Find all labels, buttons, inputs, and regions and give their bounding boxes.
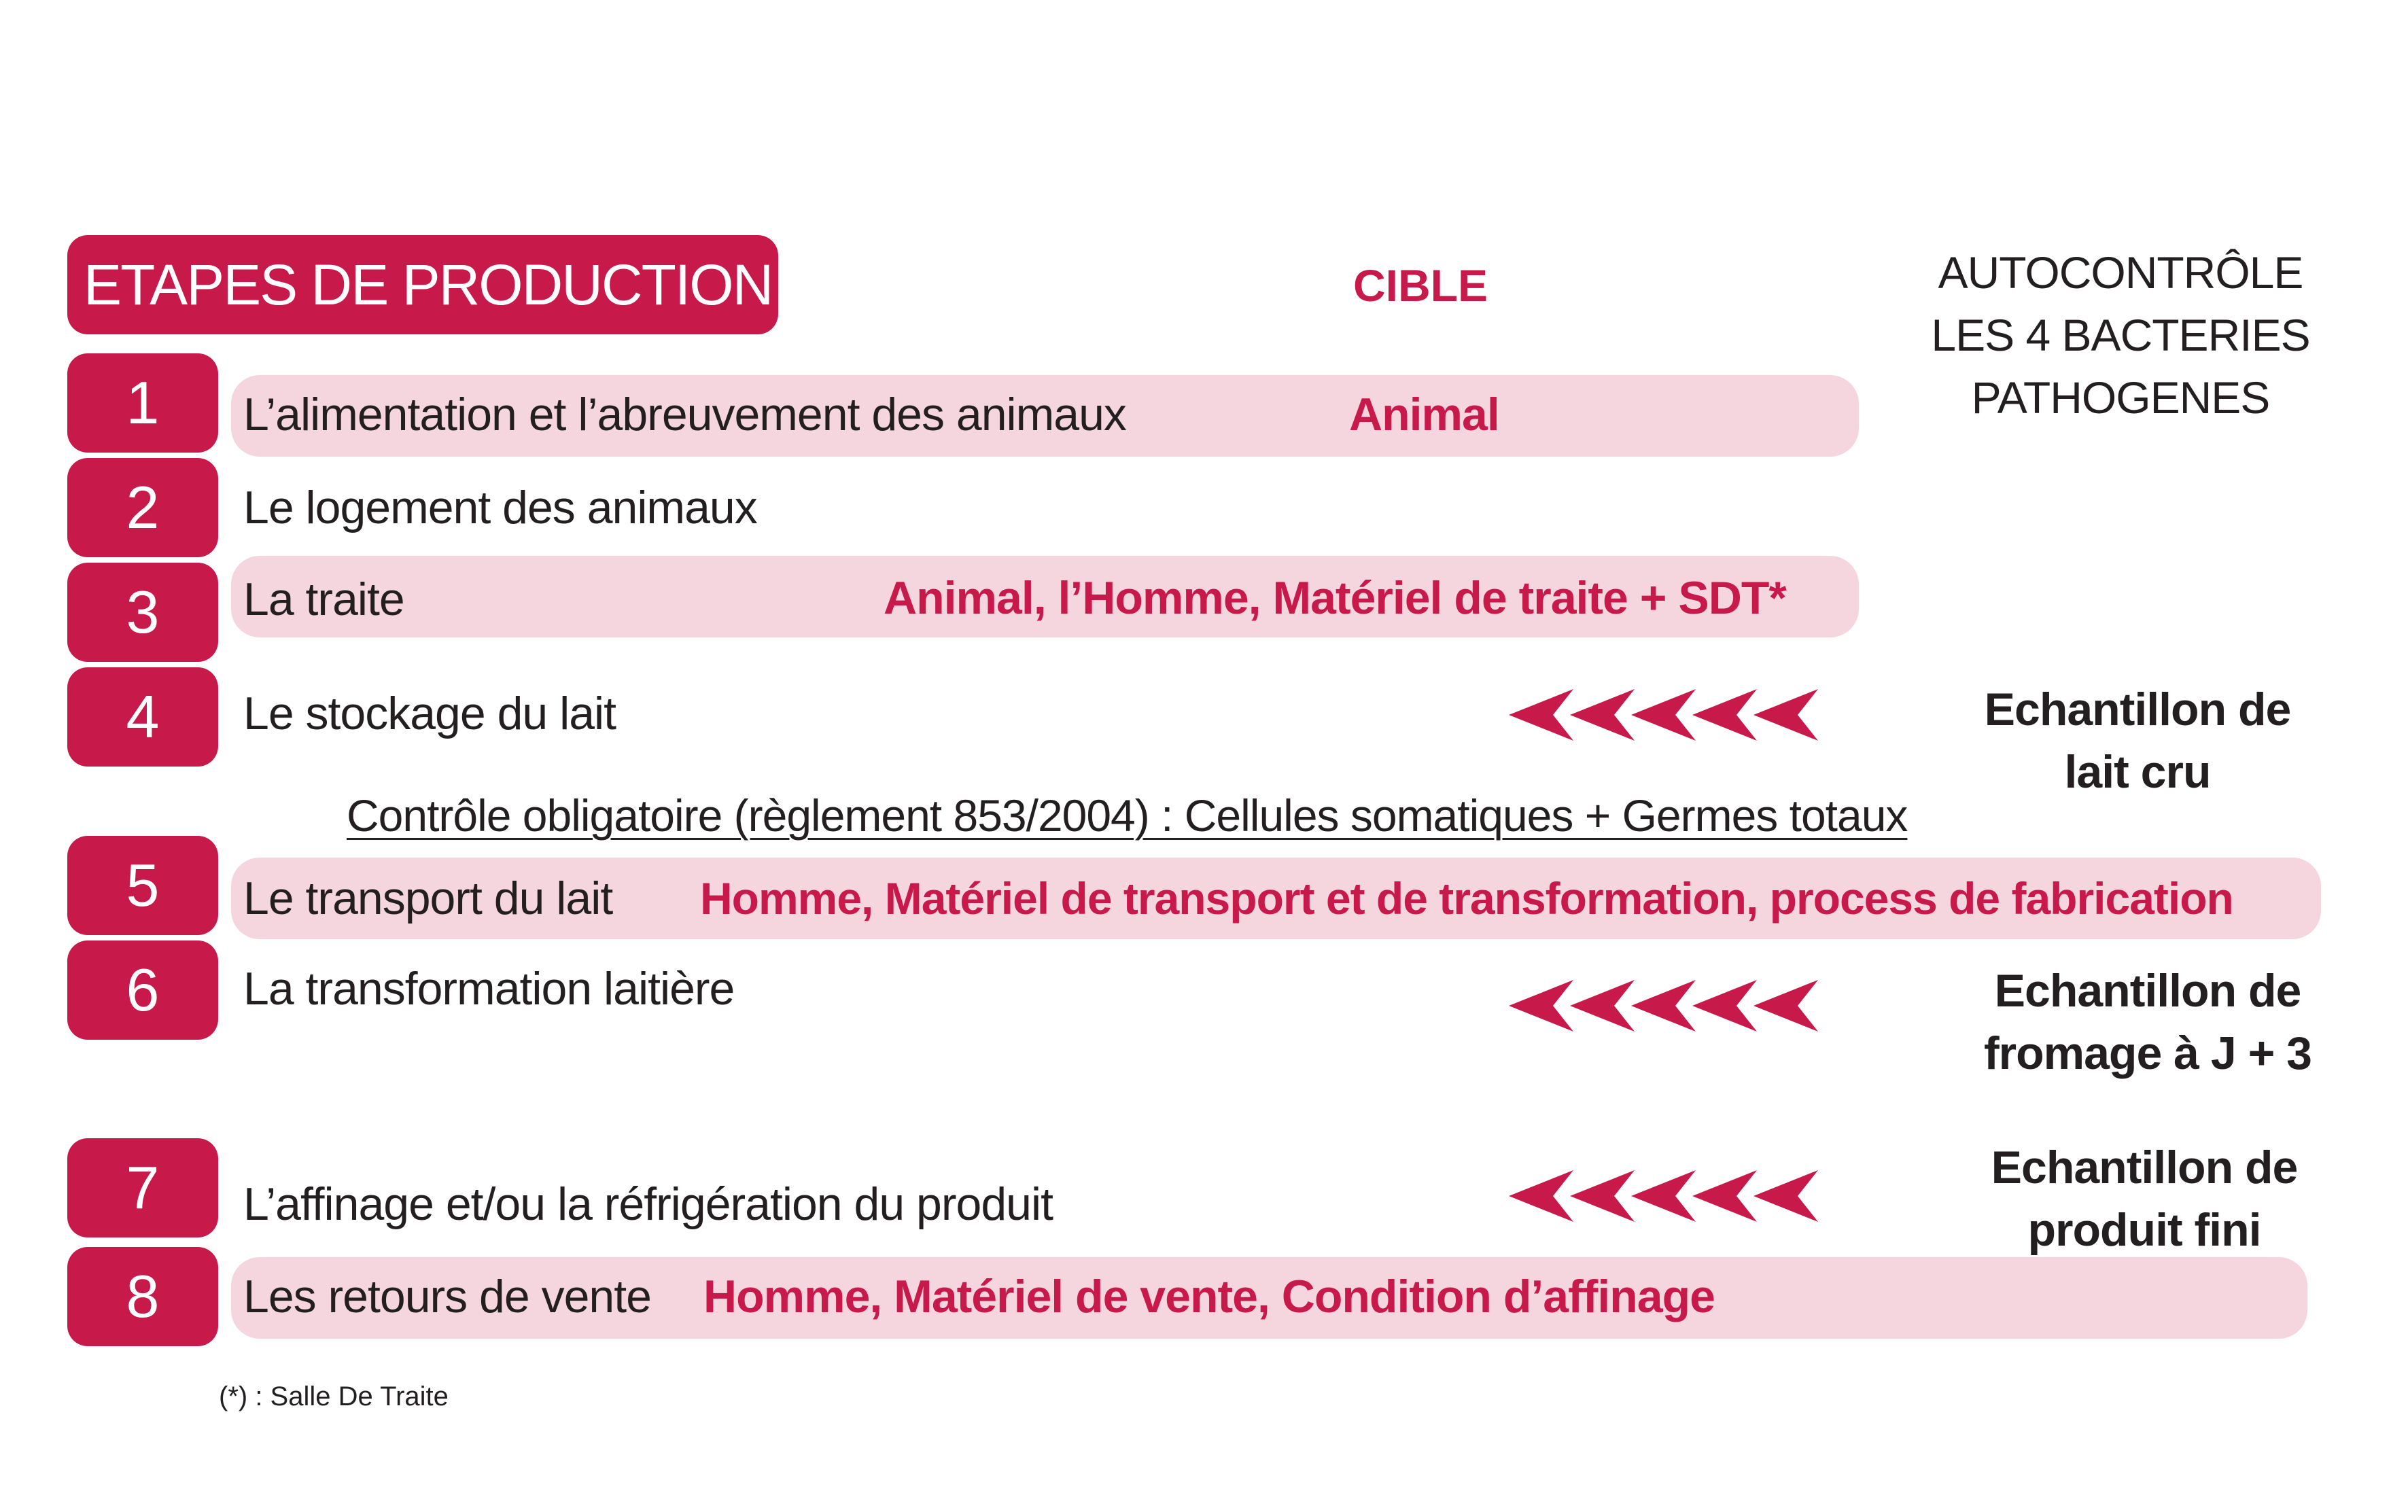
step-target: Animal	[1349, 389, 1499, 440]
sample-line: Echantillon de	[1984, 684, 2291, 735]
autocontrol-header-line: AUTOCONTRÔLE	[1938, 247, 2303, 298]
production-steps-header: ETAPES DE PRODUCTION	[67, 235, 778, 334]
sample-line: produit fini	[2027, 1204, 2261, 1256]
step-label: Le stockage du lait	[243, 688, 616, 739]
step-number-badge: 8	[67, 1247, 218, 1346]
step-number-badge: 1	[67, 353, 218, 453]
left-pointing-arrowheads-icon	[1509, 1169, 1821, 1223]
step-label: La traite	[243, 574, 404, 625]
step-number-badge: 6	[67, 940, 218, 1040]
step-number-badge: 5	[67, 836, 218, 935]
step-target: Homme, Matériel de vente, Condition d’affinage	[703, 1271, 1715, 1322]
sample-line: fromage à J + 3	[1983, 1027, 2312, 1079]
step-number-badge: 2	[67, 458, 218, 557]
sample-line: Echantillon de	[1991, 1142, 2298, 1193]
autocontrol-header-line: LES 4 BACTERIES	[1931, 310, 2310, 360]
step-number-badge: 7	[67, 1138, 218, 1237]
step-label: L’affinage et/ou la réfrigération du produit	[243, 1178, 1053, 1230]
autocontrol-column-header	[1883, 241, 2358, 429]
finished-product-sample-label	[1934, 1136, 2355, 1261]
step-label: L’alimentation et l’abreuvement des animaux	[243, 389, 1126, 440]
step-label: Les retours de vente	[243, 1271, 651, 1322]
step-target: Animal, l’Homme, Matériel de traite + SDT*	[884, 572, 1786, 624]
cheese-sample-label	[1937, 960, 2358, 1085]
step-number-badge: 4	[67, 667, 218, 767]
step-target: Homme, Matériel de transport et de transformation, process de fabrication	[700, 873, 2233, 924]
footnote: (*) : Salle De Traite	[219, 1382, 449, 1411]
step-number-badge: 3	[67, 563, 218, 662]
target-column-header: CIBLE	[1353, 260, 1488, 311]
step-label: La transformation laitière	[243, 963, 735, 1015]
sample-line: Echantillon de	[1994, 965, 2301, 1017]
sample-line: lait cru	[2064, 746, 2211, 798]
mandatory-control-note: Contrôle obligatoire (règlement 853/2004) : Cellules somatiques + Germes totaux	[347, 790, 1908, 841]
autocontrol-header-line: PATHOGENES	[1971, 372, 2270, 423]
left-pointing-arrowheads-icon	[1509, 688, 1821, 742]
step-label: Le transport du lait	[243, 873, 613, 924]
step-label: Le logement des animaux	[243, 482, 757, 533]
left-pointing-arrowheads-icon	[1509, 979, 1821, 1033]
raw-milk-sample-label	[1927, 678, 2348, 803]
